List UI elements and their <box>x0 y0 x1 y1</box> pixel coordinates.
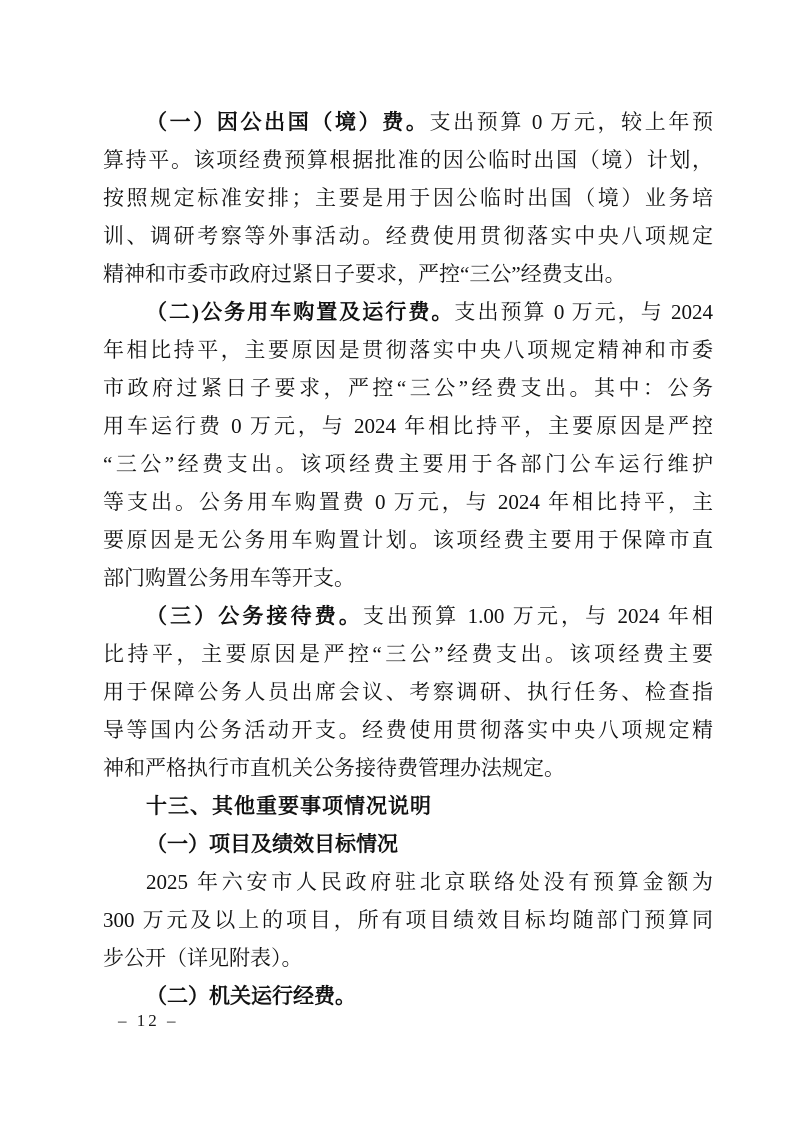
text-segment: 用于保障公务人员出席会议、考察调研、执行任务、检查指 <box>103 680 713 704</box>
text-segment: 用车运行费 0 万元，与 2024 年相比持平，主要原因是严控 <box>103 414 713 438</box>
para-official-reception-expense <box>103 597 713 787</box>
text-segment: 步公开（详见附表）。 <box>103 946 303 970</box>
text-segment: （二)公务用车购置及运行费。 <box>146 300 455 324</box>
text-segment: 比持平，主要原因是严控“三公”经费支出。该项经费主要 <box>103 642 713 666</box>
text-segment: 2025 年六安市人民政府驻北京联络处没有预算金额为 <box>146 870 713 894</box>
text-segment: 精神和市委市政府过紧日子要求，严控“三公”经费支出。 <box>103 262 626 286</box>
paragraph-line <box>103 445 713 483</box>
text-segment: （一）项目及绩效目标情况 <box>146 832 398 856</box>
text-segment: 市政府过紧日子要求，严控“三公”经费支出。其中：公务 <box>103 376 713 400</box>
paragraph-line <box>103 863 713 901</box>
paragraph-line <box>103 673 713 711</box>
paragraph-line <box>103 369 713 407</box>
paragraph-line <box>103 141 713 179</box>
para-overseas-travel-expense <box>103 103 713 293</box>
page-number: – 12 – <box>118 1011 179 1030</box>
text-segment: 要原因是无公务用车购置计划。该项经费主要用于保障市直 <box>103 528 713 552</box>
text-segment: 按照规定标准安排；主要是用于因公临时出国（境）业务培 <box>103 186 713 210</box>
text-segment: 支出预算 0 万元，与 2024 <box>454 300 714 324</box>
paragraph-line <box>103 635 713 673</box>
section-heading-thirteen <box>103 787 713 825</box>
paragraph-line <box>103 483 713 521</box>
document-body <box>103 103 713 1015</box>
text-segment: 导等国内公务活动开支。经费使用贯彻落实中央八项规定精 <box>103 718 713 742</box>
text-segment: 训、调研考察等外事活动。经费使用贯彻落实中央八项规定 <box>103 224 713 248</box>
text-segment: 支出预算 1.00 万元，与 2024 年相 <box>362 604 714 628</box>
heading-line <box>103 787 713 825</box>
paragraph-line <box>103 407 713 445</box>
paragraph-line <box>103 749 713 787</box>
subsection-heading-project-performance <box>103 825 713 863</box>
heading-line <box>103 977 713 1015</box>
paragraph-line <box>103 939 713 977</box>
para-project-performance <box>103 863 713 977</box>
paragraph-line <box>103 521 713 559</box>
para-official-vehicle-expense <box>103 293 713 597</box>
text-segment: 支出预算 0 万元，较上年预 <box>429 110 713 134</box>
heading-line <box>103 825 713 863</box>
subsection-heading-operating-expense <box>103 977 713 1015</box>
paragraph-line <box>103 179 713 217</box>
paragraph-line <box>103 217 713 255</box>
text-segment: 神和严格执行市直机关公务接待费管理办法规定。 <box>103 756 565 780</box>
paragraph-line <box>103 559 713 597</box>
text-segment: 300 万元及以上的项目，所有项目绩效目标均随部门预算同 <box>103 908 713 932</box>
paragraph-line <box>103 597 713 635</box>
paragraph-line <box>103 331 713 369</box>
text-segment: 等支出。公务用车购置费 0 万元，与 2024 年相比持平，主 <box>103 490 713 514</box>
paragraph-line <box>103 103 713 141</box>
text-segment: “三公”经费支出。该项经费主要用于各部门公车运行维护 <box>103 452 713 476</box>
text-segment: （一）因公出国（境）费。 <box>146 110 430 134</box>
text-segment: （二）机关运行经费。 <box>146 984 356 1008</box>
text-segment: （三）公务接待费。 <box>146 604 363 628</box>
text-segment: 十三、其他重要事项情况说明 <box>146 795 432 818</box>
paragraph-line <box>103 901 713 939</box>
text-segment: 算持平。该项经费预算根据批准的因公临时出国（境）计划， <box>103 148 713 172</box>
text-segment: 部门购置公务用车等开支。 <box>103 566 355 590</box>
paragraph-line <box>103 293 713 331</box>
paragraph-line <box>103 255 713 293</box>
text-segment: 年相比持平，主要原因是贯彻落实中央八项规定精神和市委 <box>103 338 713 362</box>
paragraph-line <box>103 711 713 749</box>
